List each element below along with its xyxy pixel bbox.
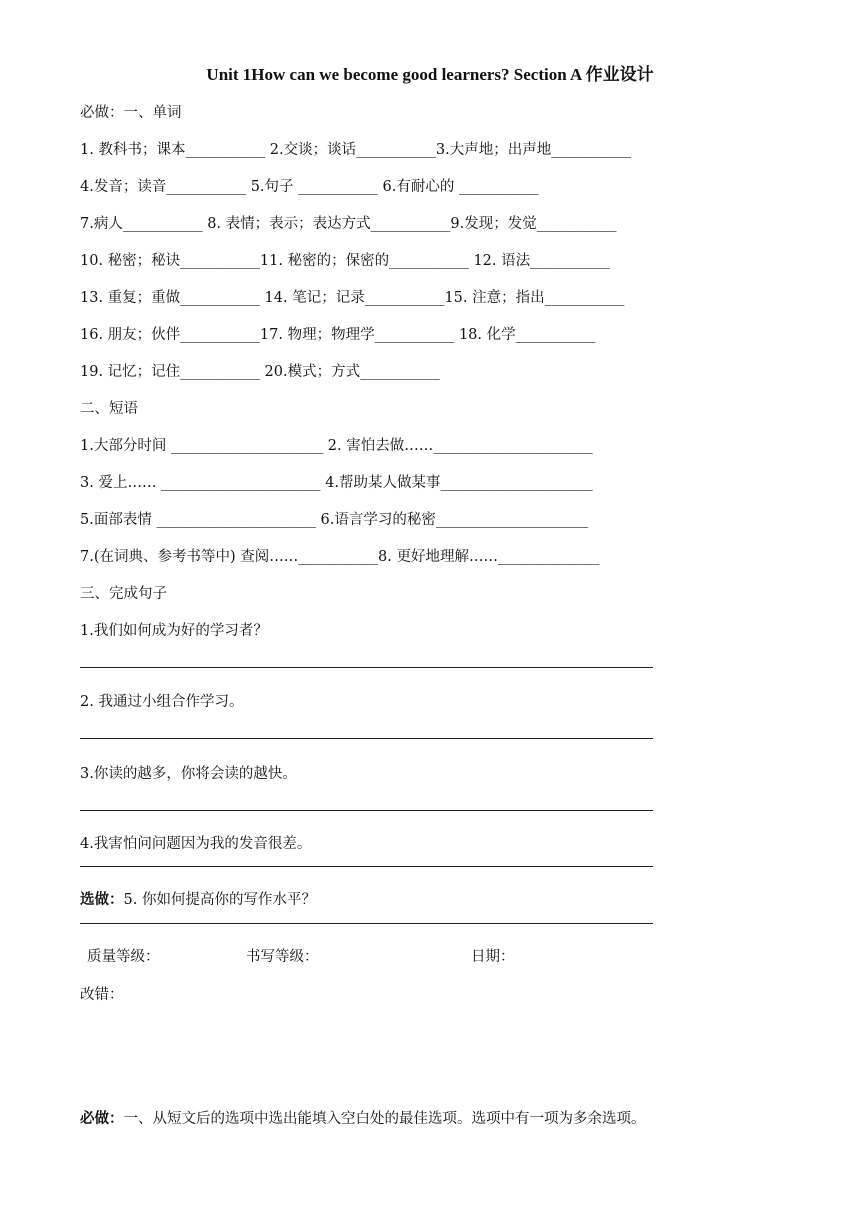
bottom-instruction (80, 1107, 646, 1128)
optional-question (80, 888, 316, 909)
answer-line[interactable] (80, 667, 653, 668)
optional-sentence: 5. 你如何提高你的写作水平？ (123, 892, 316, 908)
sentence-prompt: 2. 我通过小组合作学习。 (80, 694, 244, 710)
page-title: Unit 1How can we become good learners? Section A 作业设计 (206, 65, 654, 84)
answer-line[interactable] (80, 866, 653, 867)
phrase-line: 7.(在词典、参考书等中) 查阅……___________8. 更好地理解……______________ (80, 549, 600, 565)
optional-label: 选做： (80, 891, 124, 908)
vocab-line: 19. 记忆；记住___________ 20.模式；方式___________ (80, 364, 440, 380)
writing-grade-label: 书写等级： (246, 949, 319, 965)
section-phrase-heading: 二、短语 (80, 401, 138, 417)
vocab-line: 7.病人___________ 8. 表情；表示；表达方式___________9.发现；发觉___________ (80, 216, 617, 232)
sentence-prompt: 3.你读的越多，你将会读的越快。 (80, 766, 297, 782)
vocab-line: 16. 朋友；伙伴___________17. 物理；物理学___________ 18. 化学___________ (80, 327, 596, 343)
date-label: 日期： (471, 949, 515, 965)
required-label: 必做： (80, 105, 124, 121)
sentence-prompt: 1.我们如何成为好的学习者？ (80, 623, 268, 639)
answer-line[interactable] (80, 923, 653, 924)
section-sentence-heading: 三、完成句子 (80, 586, 167, 602)
correction-label: 改错： (80, 987, 124, 1003)
bottom-instruction-text: 一、从短文后的选项中选出能填入空白处的最佳选项。选项中有一项为多余选项。 (123, 1111, 646, 1127)
bottom-required-label: 必做： (80, 1110, 124, 1127)
vocab-line: 13. 重复；重做___________ 14. 笔记；记录___________15. 注意；指出___________ (80, 290, 625, 306)
answer-line[interactable] (80, 810, 653, 811)
answer-line[interactable] (80, 738, 653, 739)
phrase-line: 5.面部表情 ______________________ 6.语言学习的秘密_____________________ (80, 512, 589, 528)
quality-grade-label: 质量等级： (87, 949, 160, 965)
section-vocab-heading (80, 101, 182, 122)
vocab-heading-text: 一、单词 (123, 105, 182, 121)
phrase-line: 3. 爱上…… ______________________ 4.帮助某人做某事_____________________ (80, 475, 593, 491)
sentence-prompt: 4.我害怕问问题因为我的发音很差。 (80, 836, 312, 852)
vocab-line: 10. 秘密；秘诀___________11. 秘密的；保密的___________ 12. 语法___________ (80, 253, 610, 269)
phrase-line: 1.大部分时间 _____________________ 2. 害怕去做……______________________ (80, 438, 593, 454)
vocab-line: 1. 教科书；课本___________ 2.交谈；谈话___________3.大声地；出声地___________ (80, 142, 631, 158)
vocab-line: 4.发音；读音___________ 5.句子 ___________ 6.有耐心的 ___________ (80, 179, 539, 195)
